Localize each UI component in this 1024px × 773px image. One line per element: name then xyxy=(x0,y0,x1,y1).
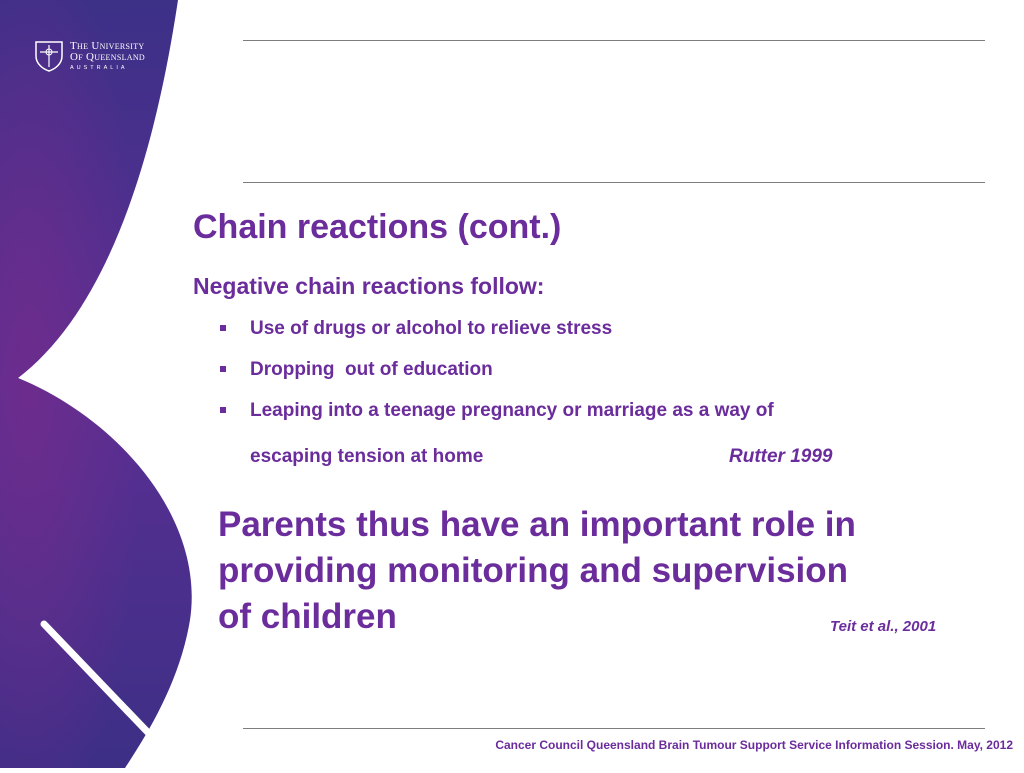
bullet-item xyxy=(218,400,774,441)
bullet-item xyxy=(218,318,774,359)
logo-line-university: The University xyxy=(70,39,145,52)
side-panel-graphic xyxy=(0,0,200,768)
title-divider xyxy=(243,182,985,183)
statement-line: providing monitoring and supervision xyxy=(218,551,849,590)
slide-title: Chain reactions (cont.) xyxy=(193,208,562,246)
square-bullet-icon xyxy=(220,407,226,413)
square-bullet-icon xyxy=(220,325,226,331)
top-divider xyxy=(243,40,985,41)
citation-rutter: Rutter 1999 xyxy=(729,446,833,467)
bullet-item xyxy=(218,359,774,400)
slide-subtitle: Negative chain reactions follow: xyxy=(193,273,545,299)
bullet-text: Use of drugs or alcohol to relieve stress xyxy=(250,318,613,339)
square-bullet-icon xyxy=(220,366,226,372)
bullet-text: Dropping out of education xyxy=(250,359,493,380)
logo-line-australia: AUSTRALIA xyxy=(70,64,128,71)
logo-line-queensland: Of Queensland xyxy=(70,50,145,63)
citation-teit: Teit et al., 2001 xyxy=(830,618,937,635)
footer-divider xyxy=(243,728,985,729)
university-logo xyxy=(34,40,145,72)
bullet-list xyxy=(218,318,774,441)
statement-line: Parents thus have an important role in xyxy=(218,505,856,544)
footer-text: Cancer Council Queensland Brain Tumour Support Service Information Session. May, 2012 xyxy=(495,738,1013,752)
bullet-text: Leaping into a teenage pregnancy or marriage as a way of xyxy=(250,400,774,421)
university-shield-icon xyxy=(34,40,64,72)
decorative-side-panel xyxy=(0,0,200,768)
statement-line: of children xyxy=(218,597,397,636)
bullet-continuation: escaping tension at home xyxy=(250,446,484,467)
logo-wordmark xyxy=(70,41,145,72)
